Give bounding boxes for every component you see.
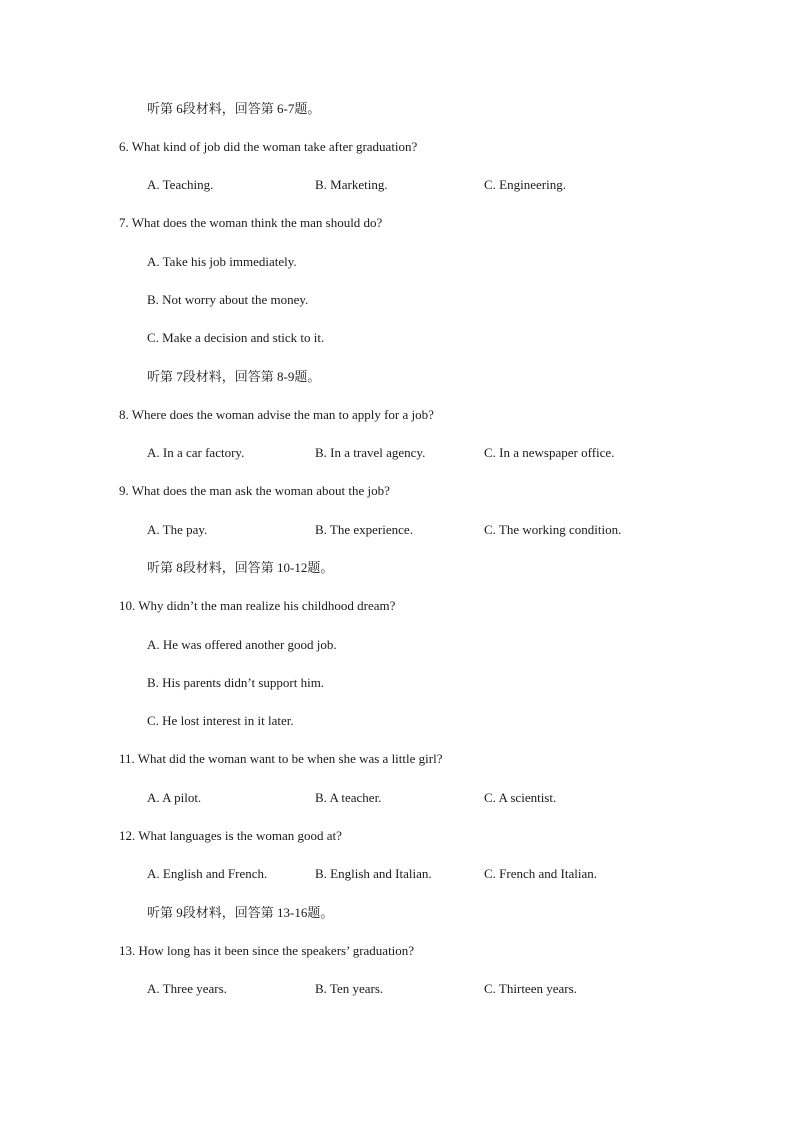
question-8-option-a: A. In a car factory. (147, 445, 245, 460)
question-12-option-a: A. English and French. (147, 866, 268, 881)
question-7-option-a: A. Take his job immediately. (147, 254, 297, 269)
question-11-option-c: C. A scientist. (484, 790, 557, 805)
question-13-option-a: A. Three years. (147, 981, 227, 996)
question-6: 6. What kind of job did the woman take after graduation? (119, 139, 418, 154)
question-10: 10. Why didn’t the man realize his childhood dream? (119, 598, 396, 613)
question-7-option-c: C. Make a decision and stick to it. (147, 330, 325, 345)
question-9-option-c: C. The working condition. (484, 522, 622, 537)
question-10-option-b: B. His parents didn’t support him. (147, 675, 325, 690)
question-7-option-b: B. Not worry about the money. (147, 292, 309, 307)
question-6-option-b: B. Marketing. (315, 177, 388, 192)
question-8-option-c: C. In a newspaper office. (484, 445, 615, 460)
question-12-option-c: C. French and Italian. (484, 866, 597, 881)
question-10-option-a: A. He was offered another good job. (147, 637, 337, 652)
question-11-option-a: A. A pilot. (147, 790, 202, 805)
question-13: 13. How long has it been since the speakers’ graduation? (119, 943, 415, 958)
question-13-option-b: B. Ten years. (315, 981, 384, 996)
question-7: 7. What does the woman think the man should do? (119, 215, 383, 230)
section-header-6: 听第 6段材料，回答第 6-7题。 (147, 101, 321, 116)
question-11-option-b: B. A teacher. (315, 790, 382, 805)
question-6-option-a: A. Teaching. (147, 177, 214, 192)
question-12-option-b: B. English and Italian. (315, 866, 432, 881)
question-8: 8. Where does the woman advise the man to apply for a job? (119, 407, 434, 422)
question-9-option-b: B. The experience. (315, 522, 413, 537)
section-header-7: 听第 7段材料，回答第 8-9题。 (147, 369, 321, 384)
question-9-option-a: A. The pay. (147, 522, 208, 537)
question-12: 12. What languages is the woman good at? (119, 828, 342, 843)
question-11: 11. What did the woman want to be when she was a little girl? (119, 751, 443, 766)
question-9: 9. What does the man ask the woman about the job? (119, 483, 390, 498)
section-header-9: 听第 9段材料，回答第 13-16题。 (147, 905, 334, 920)
section-header-8: 听第 8段材料，回答第 10-12题。 (147, 560, 334, 575)
question-8-option-b: B. In a travel agency. (315, 445, 426, 460)
question-13-option-c: C. Thirteen years. (484, 981, 577, 996)
question-10-option-c: C. He lost interest in it later. (147, 713, 294, 728)
question-6-option-c: C. Engineering. (484, 177, 566, 192)
